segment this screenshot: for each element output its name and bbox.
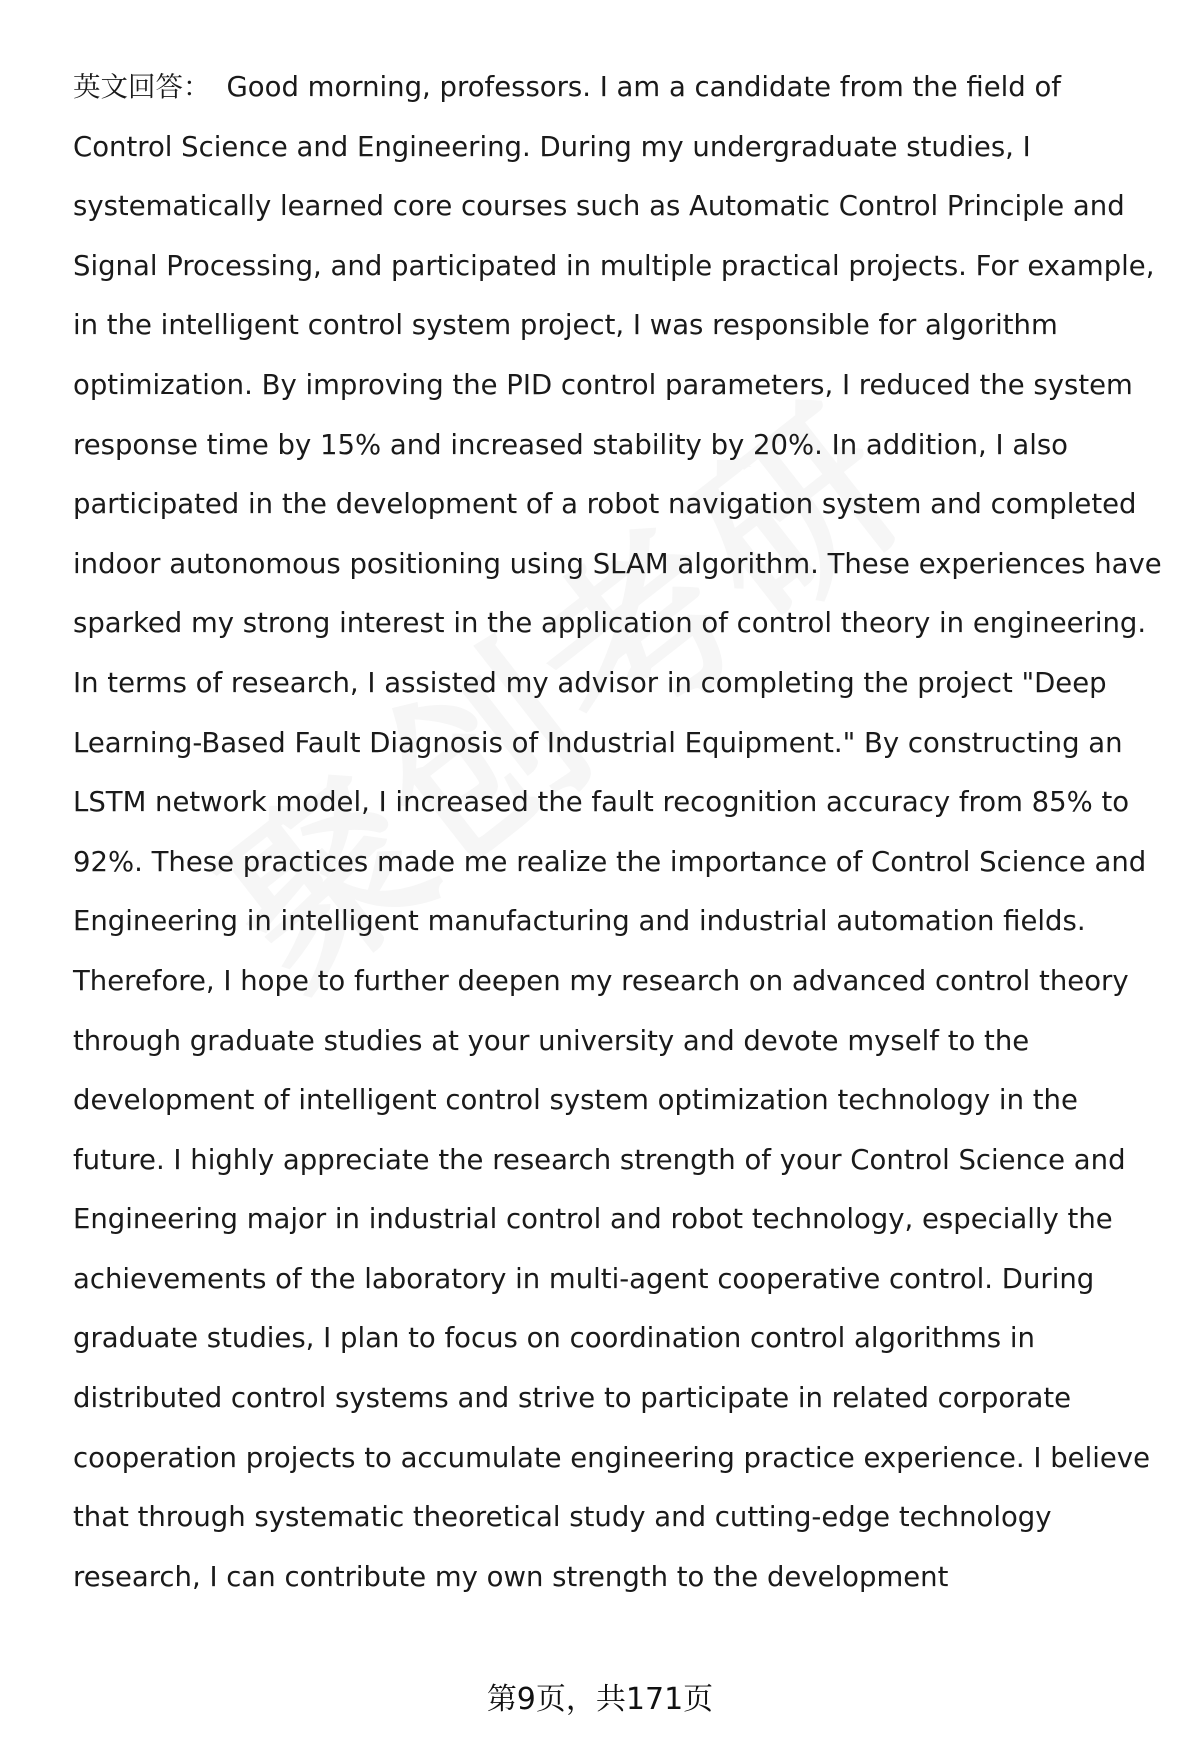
answer-label: 英文回答： <box>73 71 211 103</box>
answer-body: Good morning, professors. I am a candidate from the field of Control Science and Engineering. During my undergraduate studies, I systematically learned core courses such as Automatic Control Principle and Signal Processing, and participated in multiple practical projects. For example, in the intelligent control system project, I was responsible for algorithm optimization. By improving the PID control parameters, I reduced the system response time by 15% and increased stability by 20%. In addition, I also participated in the development of a robot navigation system and completed indoor autonomous positioning using SLAM algorithm. These experiences have sparked my strong interest in the application of control theory in engineering. In terms of research, I assisted my advisor in completing the project "Deep Learning-Based Fault Diagnosis of Industrial Equipment." By constructing an LSTM network model, I increased the fault recognition accuracy from 85% to 92%. These practices made me realize the importance of Control Science and Engineering in intelligent manufacturing and industrial automation fields. Therefore, I hope to further deepen my research on advanced control theory through graduate studies at your university and devote myself to the development of intelligent control system optimization technology in the future. I highly appreciate the research strength of your Control Science and Engineering major in industrial control and robot technology, especially the achievements of the laboratory in multi-agent cooperative control. During graduate studies, I plan to focus on coordination control algorithms in distributed control systems and strive to participate in related corporate cooperation projects to accumulate engineering practice experience. I believe that through systematic theoretical study and cutting-edge technology research, I can contribute my own strength to the development <box>73 71 1162 1593</box>
document-content <box>73 58 1163 1607</box>
page-number-footer: 第9页，共171页 <box>486 1682 714 1717</box>
answer-paragraph <box>73 58 1163 1607</box>
